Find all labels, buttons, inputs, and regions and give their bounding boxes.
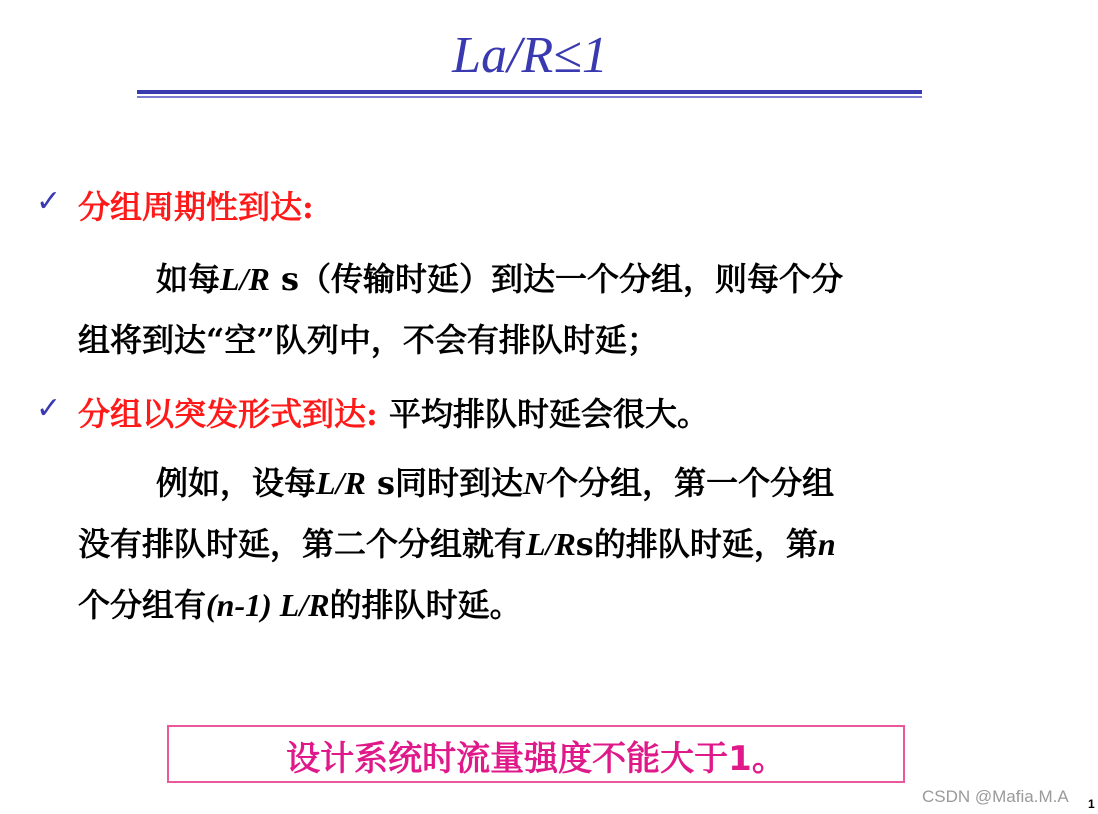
page-title: La/R≤1	[452, 27, 608, 84]
bullet1-line1-c: s（传输时延）到达一个分组，则每个分	[269, 260, 843, 298]
bullet2-line0	[78, 389, 709, 435]
bullet2-line2-a: 没有排队时延，第二个分组就有	[78, 525, 527, 563]
title-underline-secondary	[137, 96, 922, 98]
bullet2-line1	[156, 458, 834, 504]
bullet1-line1-b: L/R	[220, 261, 270, 297]
bullet2-line1-e: 个分组，第一个分组	[546, 464, 835, 502]
bullet1-heading: 分组周期性到达:	[78, 188, 314, 226]
highlight-box	[167, 725, 905, 783]
bullet2-line3	[78, 580, 522, 626]
bullet2-line3-c: 的排队时延。	[329, 586, 522, 624]
title-underline	[137, 90, 922, 94]
bullet1-line2: 组将到达“空”队列中，不会有排队时延；	[78, 321, 659, 359]
page-number: 1	[1088, 797, 1095, 811]
bullet2-heading: 分组以突发形式到达:	[78, 395, 378, 433]
bullet2-line2	[78, 519, 836, 565]
watermark: CSDN @Mafia.M.A	[922, 787, 1069, 806]
bullet2-line1-b: L/R	[316, 465, 366, 501]
bullet2-line2-c: s的排队时延，第	[575, 525, 818, 563]
bullet2-line1-a: 例如，设每	[156, 464, 317, 502]
bullet1-line1	[156, 254, 843, 300]
bullet2-line2-d: n	[817, 526, 836, 562]
bullet2-line3-a: 个分组有	[78, 586, 207, 624]
bullet2-line3-b: (n-1) L/R	[206, 587, 330, 623]
check-icon: ✓	[36, 184, 62, 219]
check-icon: ✓	[36, 391, 62, 426]
bullet2-rest: 平均排队时延会很大。	[377, 395, 709, 433]
bullet2-line1-d: N	[522, 465, 547, 501]
bullet1-line1-a: 如每	[156, 260, 221, 298]
bullet2-line1-c: s同时到达	[365, 464, 523, 502]
highlight-box-text: 设计系统时流量强度不能大于1。	[286, 739, 786, 779]
bullet2-line2-b: L/R	[526, 526, 576, 562]
